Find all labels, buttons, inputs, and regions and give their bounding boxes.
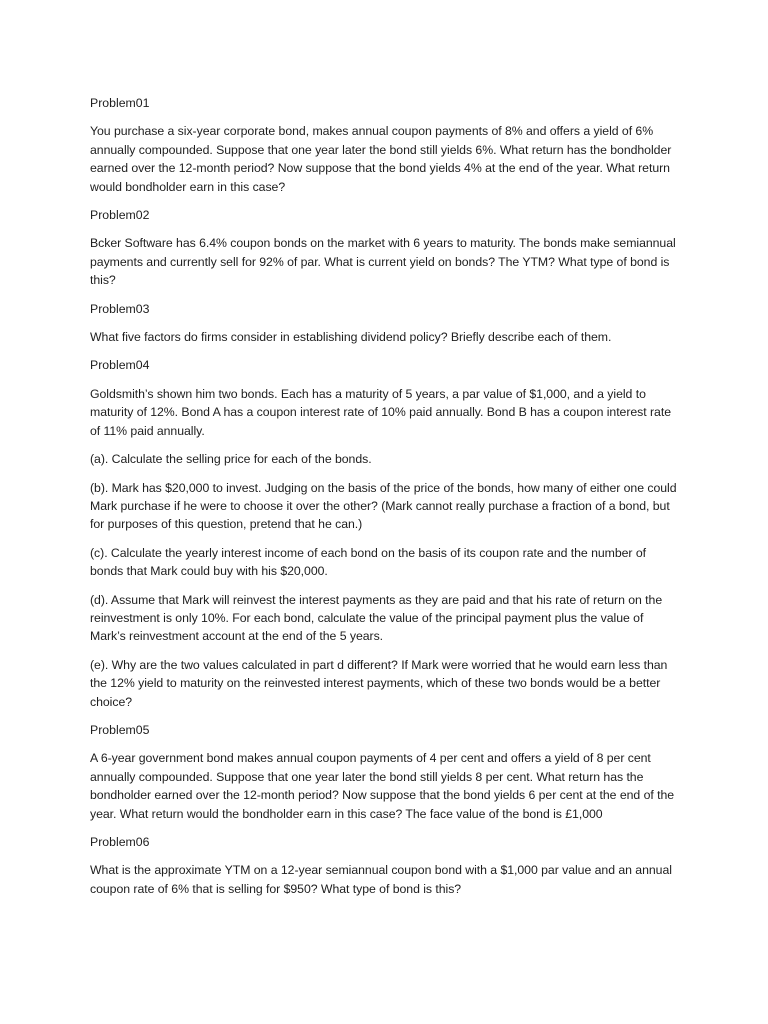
problem-05-heading: Problem05 xyxy=(90,722,150,737)
problem-05-text: A 6-year government bond makes annual coupon payments of 4 per cent and offers a yield of 8 per cent annually compounded. Suppose that one year later the bond still yields 8 per cent. What return has the bondholder earned over the 12-month period? Now suppose that the bond yields 6 per cent at the end of the year. What return would the bondholder earn in this case? The face value of the bond is £1,000 xyxy=(90,751,675,821)
problem-04-intro: Goldsmith’s shown him two bonds. Each has a maturity of 5 years, a par value of $1,000, and a yield to maturity of 12%. Bond A has a coupon interest rate of 10% paid annually. Bond B has a coupon interest rate of 11% paid annually. xyxy=(90,386,672,438)
problem-04-part-b: (b). Mark has $20,000 to invest. Judging on the basis of the price of the bonds, how many of either one could Mark purchase if he were to choose it over the other? (Mark cannot really purchase a fraction of a bond, but for purposes of this question, pretend that he can.) xyxy=(90,480,677,532)
problem-01-text: You purchase a six-year corporate bond, makes annual coupon payments of 8% and offers a yield of 6% annually compounded. Suppose that one year later the bond still yields 6%. What return has the bondholder earned over the 12-month period? Now suppose that the bond yields 4% at the end of the year. What return would bondholder earn in this case? xyxy=(90,124,672,194)
problem-02-heading: Problem02 xyxy=(90,208,150,223)
problem-03-text: What five factors do firms consider in establishing dividend policy? Briefly describe each of them. xyxy=(90,330,612,345)
problem-04-part-c: (c). Calculate the yearly interest income of each bond on the basis of its coupon rate and the number of bonds that Mark could buy with his $20,000. xyxy=(90,545,646,579)
problem-01-heading: Problem01 xyxy=(90,96,150,110)
problem-04-part-e: (e). Why are the two values calculated in part d different? If Mark were worried that he would earn less than the 12% yield to maturity on the reinvested interest payments, which of these two bonds would be a better choice? xyxy=(90,657,668,709)
problem-02-text: Bcker Software has 6.4% coupon bonds on the market with 6 years to maturity. The bonds make semiannual payments and currently sell for 92% of par. What is current yield on bonds? The YTM? What type of bond is this? xyxy=(90,236,676,288)
problem-04-heading: Problem04 xyxy=(90,358,150,373)
problem-04-part-a: (a). Calculate the selling price for each of the bonds. xyxy=(90,452,372,467)
problem-03-heading: Problem03 xyxy=(90,301,150,316)
problem-04-part-d: (d). Assume that Mark will reinvest the interest payments as they are paid and that his rate of return on the reinvestment is only 10%. For each bond, calculate the value of the principal payment plus the value of Mark’s reinvestment account at the end of the 5 years. xyxy=(90,592,663,644)
problem-06-heading: Problem06 xyxy=(90,835,150,849)
problem-06-text: What is the approximate YTM on a 12-year semiannual coupon bond with a $1,000 par value and an annual coupon rate of 6% that is selling for $950? What type of bond is this? xyxy=(90,863,672,896)
